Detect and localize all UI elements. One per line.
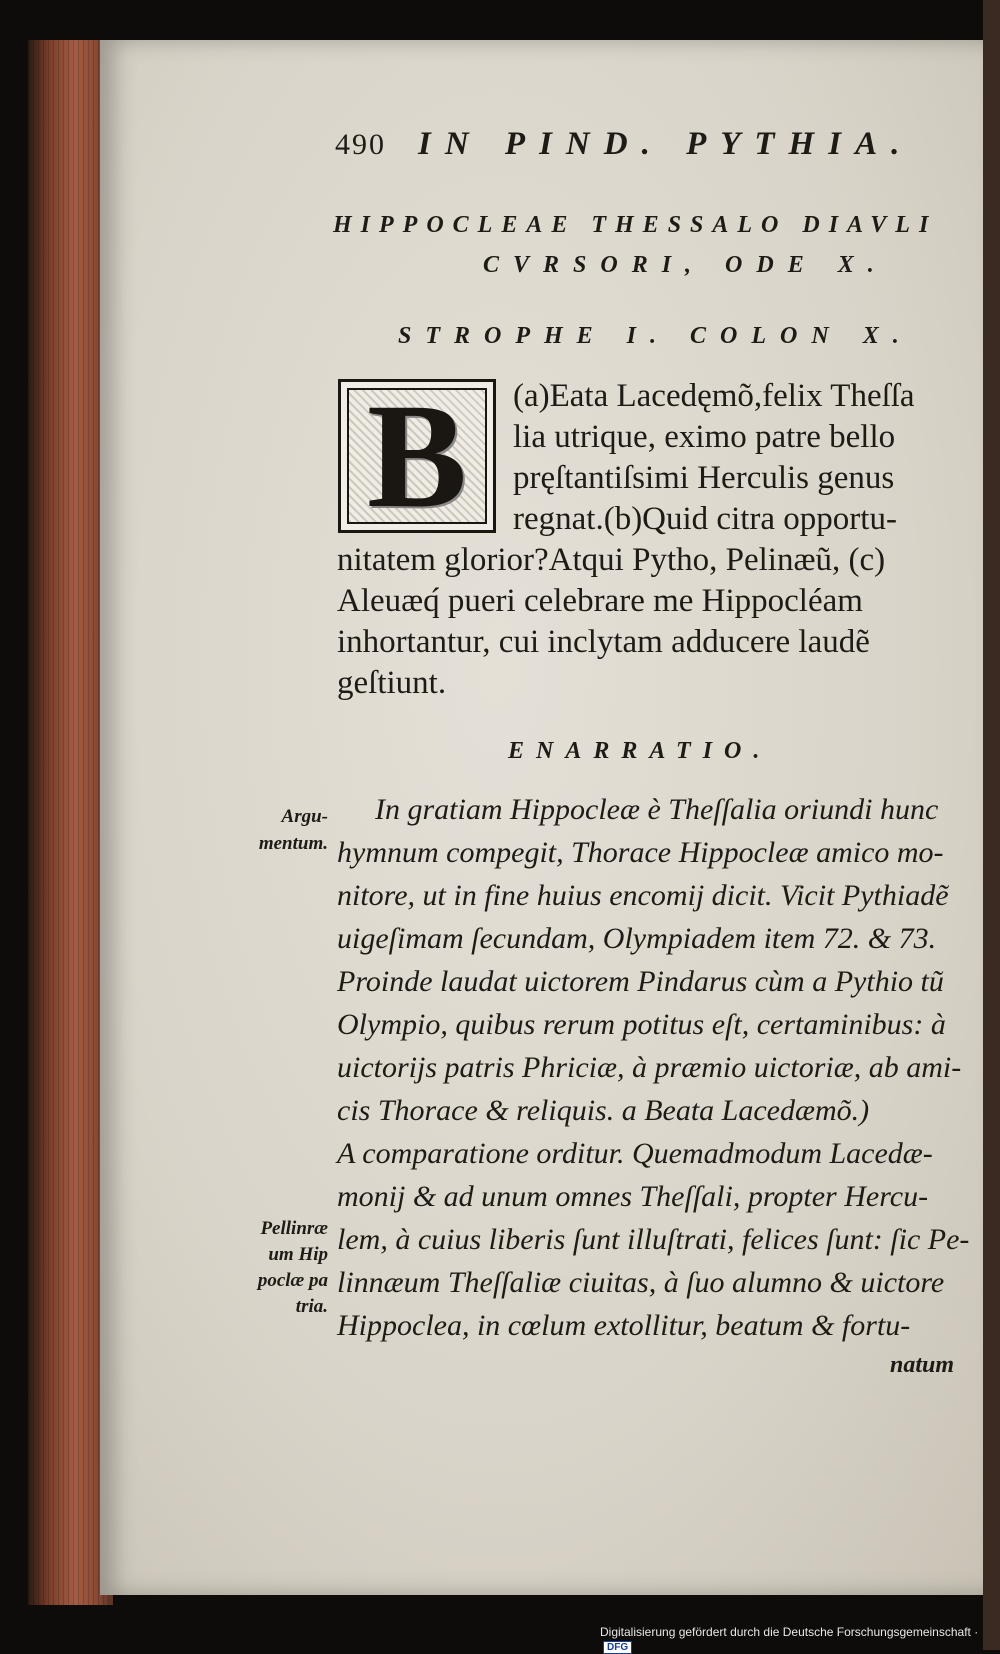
commentary-line: lem, à cuius liberis ſunt illuſtrati, felices ſunt: ſic Pe-: [337, 1223, 970, 1256]
commentary-line: Proinde laudat uictorem Pindarus cùm a Pythio tũ: [337, 965, 944, 998]
text-line: Aleuæq́ pueri celebrare me Hippocléam: [337, 583, 863, 619]
text-line: lia utrique, eximo patre bello: [513, 419, 896, 455]
text-line: pręſtantiſsimi Herculis genus: [513, 460, 895, 496]
catchword: natum: [890, 1352, 955, 1378]
margin-note: um Hip: [268, 1244, 328, 1265]
margin-note: poclæ pa: [257, 1270, 328, 1291]
commentary-line: Olympio, quibus rerum potitus eſt, certaminibus: à: [337, 1008, 946, 1041]
ode-title-line2: CVRSORI, ODE X.: [483, 252, 888, 278]
commentary-line: monij & ad unum omnes Theſſali, propter Hercu-: [337, 1180, 929, 1213]
margin-note: mentum.: [258, 833, 328, 854]
initial-letter: B: [366, 373, 468, 539]
margin-note: tria.: [295, 1296, 328, 1317]
commentary-line: hymnum compegit, Thorace Hippocleæ amico mo-: [337, 836, 944, 869]
commentary-line: uictorijs patris Phriciæ, à præmio uictoriæ, ab ami-: [337, 1051, 962, 1084]
page-number: 490: [335, 128, 386, 161]
commentary-line: A comparatione orditur. Quemadmodum Lacedæ-: [337, 1137, 933, 1170]
enarratio-heading: ENARRATIO.: [508, 738, 772, 764]
ode-title-line1: HIPPOCLEAE THESSALO DIAVLI: [333, 212, 938, 238]
text-line: geſtiunt.: [337, 665, 447, 701]
commentary-line: uigeſimam ſecundam, Olympiadem item 72. & 73.: [337, 922, 937, 955]
text-line: (a)Eata Lacedęmõ,felix Theſſa: [513, 378, 915, 414]
commentary-line: nitore, ut in fine huius encomij dicit. Vicit Pythiadẽ: [337, 879, 949, 912]
binding-strip: [983, 0, 1000, 1650]
decorated-initial: [338, 373, 496, 539]
margin-note: Argu-: [281, 806, 328, 827]
strophe-heading: STROPHE I. COLON X.: [398, 323, 913, 349]
text-line: nitatem glorior?Atqui Pytho, Pelinæũ, (c): [337, 542, 886, 578]
commentary-line: cis Thorace & reliquis. a Beata Lacedæmõ.): [337, 1094, 870, 1127]
running-head: IN PIND. PYTHIA.: [418, 126, 914, 162]
margin-note: Pellinræ: [260, 1218, 328, 1239]
text-line: regnat.(b)Quid citra opportu-: [513, 501, 897, 537]
commentary-line: In gratiam Hippocleæ è Theſſalia oriundi hunc: [375, 793, 939, 826]
dfg-logo: DFG: [603, 1641, 632, 1654]
text-line: inhortantur, cui inclytam adducere laudẽ: [337, 624, 870, 660]
footer-text: Digitalisierung gefördert durch die Deutsche Forschungsgemeinschaft ·: [600, 1625, 979, 1639]
commentary-line: Hippoclea, in cœlum extollitur, beatum & fortu-: [337, 1309, 911, 1342]
commentary-line: linnæum Theſſaliæ ciuitas, à ſuo alumno & uictore: [337, 1266, 945, 1299]
